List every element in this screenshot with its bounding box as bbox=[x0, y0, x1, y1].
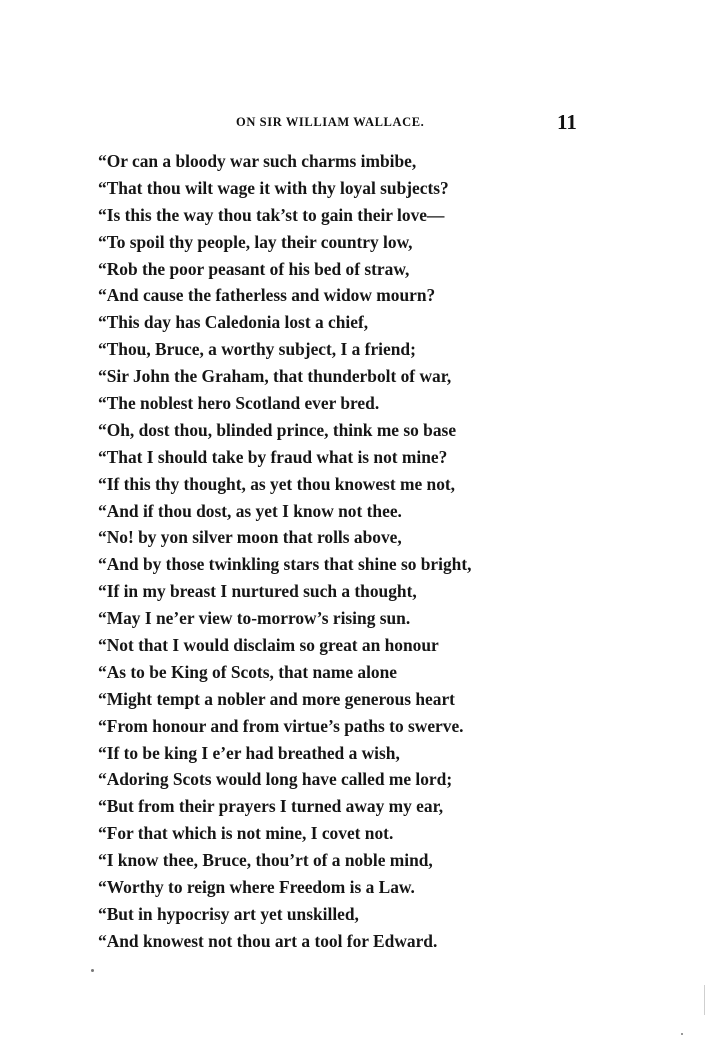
poem-text bbox=[98, 148, 558, 955]
paper-speck bbox=[91, 969, 94, 972]
poem-line: “If this thy thought, as yet thou knowest me not, bbox=[98, 473, 456, 494]
poem-line: “Not that I would disclaim so great an honour bbox=[98, 635, 439, 656]
running-header bbox=[0, 110, 709, 137]
poem-line: “Sir John the Graham, that thunderbolt of war, bbox=[98, 366, 452, 387]
poem-line: “That thou wilt wage it with thy loyal subjects? bbox=[98, 177, 449, 198]
poem-line: “That I should take by fraud what is not mine? bbox=[98, 446, 448, 467]
poem-line: “And if thou dost, as yet I know not thee. bbox=[98, 500, 402, 521]
poem-line: “But in hypocrisy art yet unskilled, bbox=[98, 903, 359, 924]
poem-line: “Is this the way thou tak’st to gain their love— bbox=[98, 204, 445, 225]
poem-line: “And cause the fatherless and widow mourn? bbox=[98, 285, 436, 306]
poem-line: “Thou, Bruce, a worthy subject, I a friend; bbox=[98, 339, 416, 360]
poem-line: “I know thee, Bruce, thou’rt of a noble mind, bbox=[98, 850, 433, 871]
poem-line: “If to be king I e’er had breathed a wish, bbox=[98, 742, 400, 763]
poem-line: “From honour and from virtue’s paths to swerve. bbox=[98, 715, 464, 736]
poem-line: “No! by yon silver moon that rolls above, bbox=[98, 527, 402, 548]
poem-line: “To spoil thy people, lay their country low, bbox=[98, 231, 413, 252]
poem-line: “May I ne’er view to-morrow’s rising sun. bbox=[98, 608, 411, 629]
poem-line: “The noblest hero Scotland ever bred. bbox=[98, 393, 380, 414]
poem-line: “This day has Caledonia lost a chief, bbox=[98, 312, 369, 333]
poem-line: “As to be King of Scots, that name alone bbox=[98, 661, 398, 682]
poem-line: “And by those twinkling stars that shine so bright, bbox=[98, 554, 472, 575]
page-number: 11 bbox=[557, 110, 577, 134]
poem-line: “Oh, dost thou, blinded prince, think me so base bbox=[98, 419, 457, 440]
paper-speck bbox=[681, 1033, 683, 1035]
poem-line: “If in my breast I nurtured such a thought, bbox=[98, 581, 417, 602]
running-title: ON SIR WILLIAM WALLACE. bbox=[236, 115, 425, 129]
poem-line: “But from their prayers I turned away my ear, bbox=[98, 796, 444, 817]
poem-line: “Or can a bloody war such charms imbibe, bbox=[98, 151, 417, 171]
poem-line: “Worthy to reign where Freedom is a Law. bbox=[98, 877, 415, 898]
page-edge-mark bbox=[704, 985, 705, 1015]
poem-line: “Rob the poor peasant of his bed of straw, bbox=[98, 258, 410, 279]
poem-line: “Might tempt a nobler and more generous heart bbox=[98, 688, 455, 709]
poem-line: “And knowest not thou art a tool for Edward. bbox=[98, 930, 438, 951]
poem-line: “For that which is not mine, I covet not. bbox=[98, 823, 394, 844]
poem-line: “Adoring Scots would long have called me lord; bbox=[98, 769, 453, 790]
